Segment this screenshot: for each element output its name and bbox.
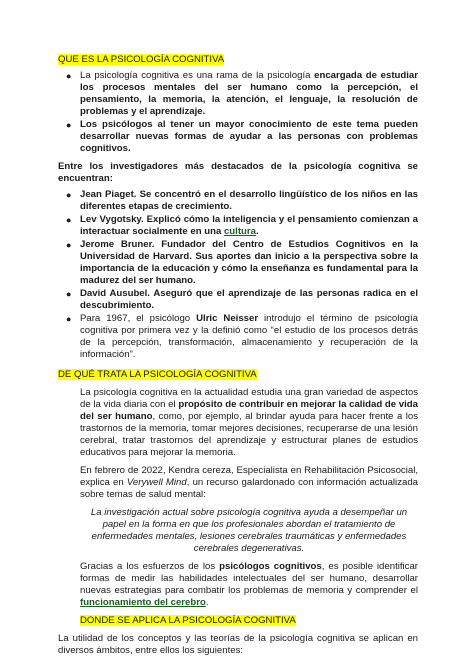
list-item: ● La psicología cognitiva es una rama de la psicología encargada de estudiar los procesos mentales del ser humano como la percepción, el pensamiento, la memoria, la atención, el lenguaje, la resolución de problemas y el aprendizaje. [66, 70, 418, 117]
highlighted-heading: DONDE SE APLICA LA PSICOLOGÍA COGNITIVA [80, 615, 296, 626]
list-item: ● Lev Vygotsky. Explicó cómo la inteligencia y el pensamiento comienzan a interactuar socialmente en una cultura. [66, 214, 418, 237]
list-item: ● Jerome Bruner. Fundador del Centro de Estudios Cognitivos en la Universidad de Harvard. Sus aportes dan inicio a la perspectiva sobre la importancia de la educación y cómo la enseñanza es fundamental para la madurez del ser humano. [66, 239, 418, 286]
document-body [58, 54, 418, 657]
list-item: ● David Ausubel. Aseguró que el aprendizaje de las personas radica en el descubrimiento. [66, 288, 418, 311]
list-item: ● Jean Piaget. Se concentró en el desarrollo lingüístico de los niños en las diferentes etapas de crecimiento. [66, 189, 418, 212]
bullet-icon: ● [66, 71, 72, 81]
block-quote: La investigación actual sobre psicología cognitiva ayuda a desempeñar un papel en la forma en que los profesionales abordan el tratamiento de enfermedades mentales, lesiones cerebrales traumáticas y enfermedades cerebrales degenerativas. [90, 507, 408, 554]
list-item: ● Para 1967, el psicólogo Ulric Neisser introdujo el término de psicología cognitiva por primera vez y la definió como “el estudio de los procesos detrás de la percepción, transformación, almacenamiento y recuperación de la información”. [66, 313, 418, 360]
bullet-icon: ● [66, 314, 72, 324]
bullet-icon: ● [66, 215, 72, 225]
highlighted-heading: QUE ES LA PSICOLOGÍA COGNITIVA [58, 54, 225, 65]
definition-list [58, 70, 418, 155]
paragraph: En febrero de 2022, Kendra cereza, Especialista en Rehabilitación Psicosocial, explica en Verywell Mind, un recurso galardonado con información actualizada sobre temas de salud mental: [80, 465, 418, 500]
section-heading-donde-se-aplica [80, 615, 418, 627]
bullet-icon: ● [66, 190, 72, 200]
paragraph: La utilidad de los conceptos y las teorías de la psicología cognitiva se aplican en diversos ámbitos, entre ellos los siguientes: [58, 633, 418, 656]
paragraph: Gracias a los esfuerzos de los psicólogos cognitivos, es posible identificar formas de medir las habilidades intelectuales del ser humano, desarrollar nuevas estrategias para combatir los problemas de memoria y comprender el funcionamiento del cerebro. [80, 561, 418, 608]
list-item: ● Los psicólogos al tener un mayor conocimiento de este tema pueden desarrollar nuevas formas de ayudar a las personas con problemas cognitivos. [66, 119, 418, 154]
section-heading-que-es [58, 54, 418, 66]
highlighted-heading: DE QUÉ TRATA LA PSICOLOGÍA COGNITIVA [58, 369, 257, 380]
researchers-intro: Entre los investigadores más destacados de la psicología cognitiva se encuentran: [58, 161, 418, 184]
paragraph: La psicología cognitiva en la actualidad estudia una gran variedad de aspectos de la vida diaria con el propósito de contribuir en mejorar la calidad de vida del ser humano, como, por ejemplo, al brindar ayuda para hacer frente a los trastornos de la memoria, tomar mejores decisiones, recuperarse de una lesión cerebral, tratar trastornos del aprendizaje y estructurar planes de estudios educativos para mejorar la memoria. [80, 387, 418, 458]
bullet-icon: ● [66, 120, 72, 130]
funcionamiento-cerebro-link[interactable]: funcionamiento del cerebro [80, 597, 206, 608]
cultura-link[interactable]: cultura [223, 226, 256, 237]
bullet-icon: ● [66, 289, 72, 299]
bullet-icon: ● [66, 240, 72, 250]
researchers-list [58, 189, 418, 361]
section-heading-de-que-trata [58, 369, 418, 381]
